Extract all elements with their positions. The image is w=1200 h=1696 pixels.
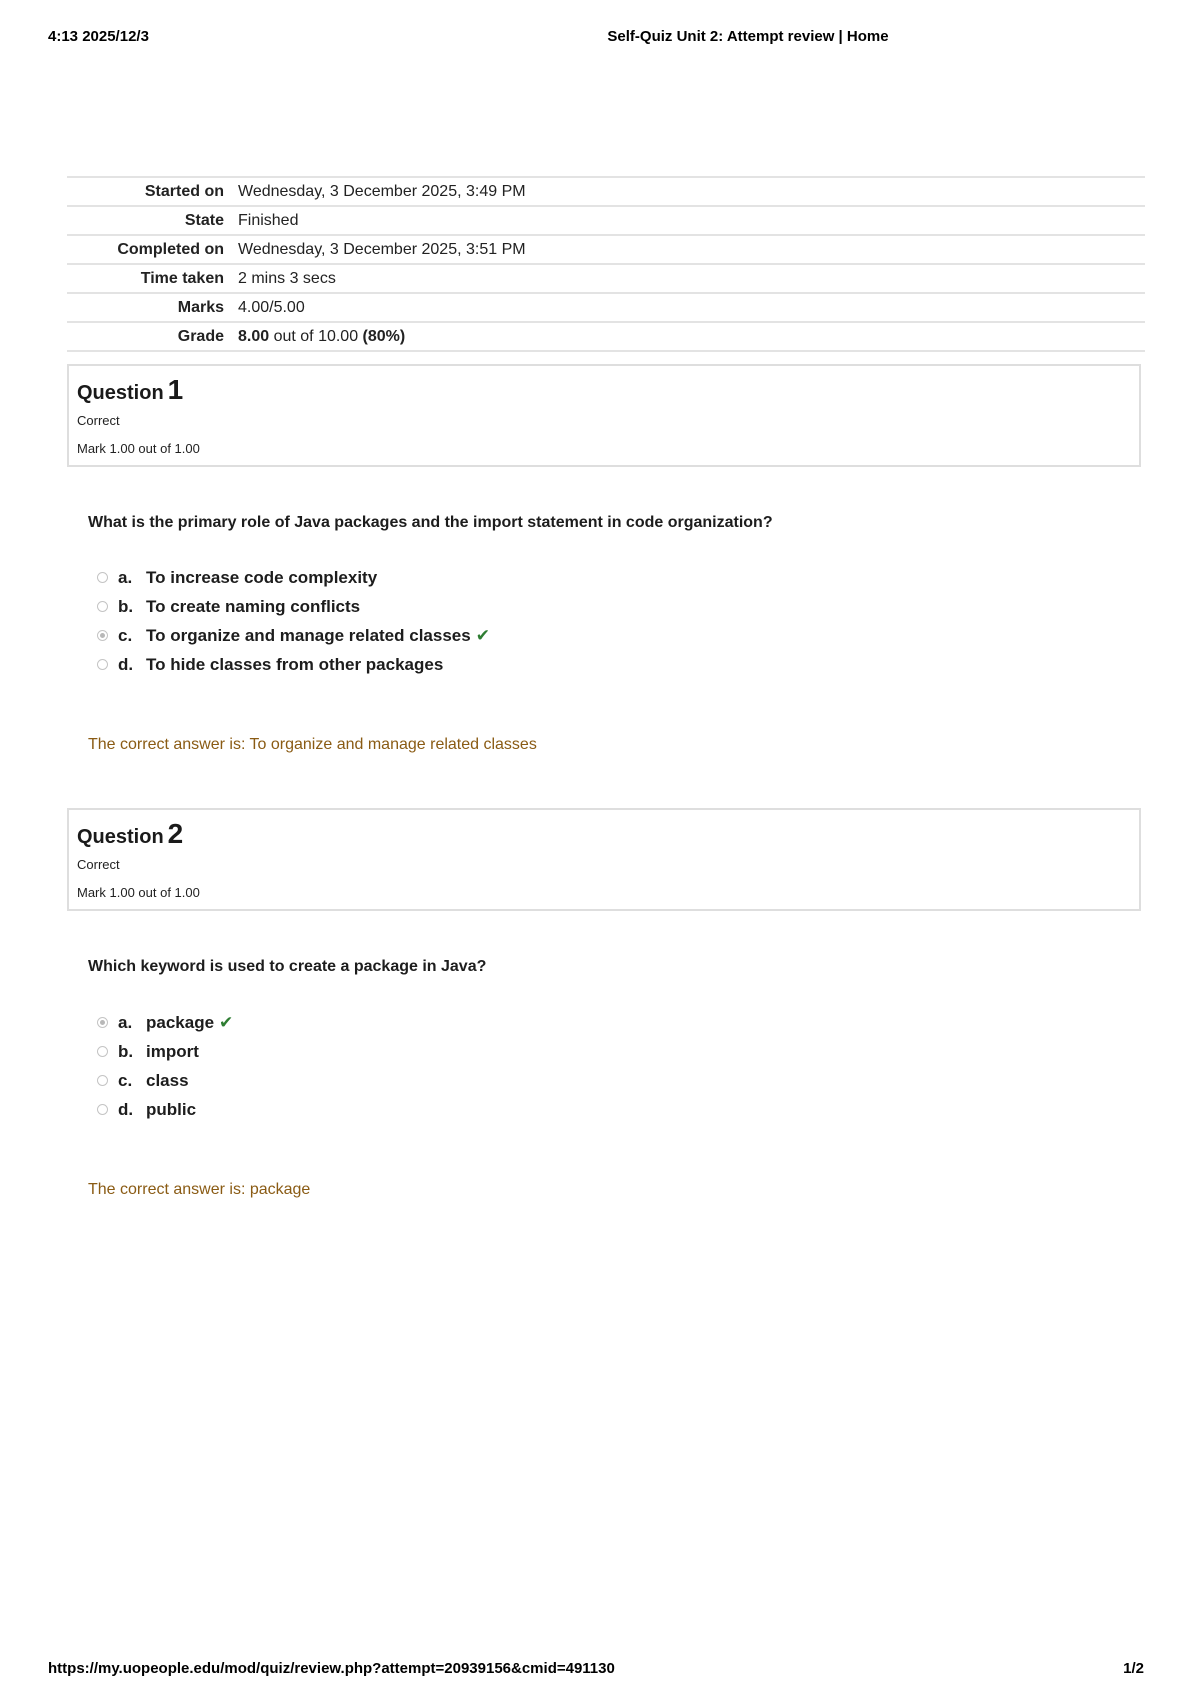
check-icon: ✔ [219, 1012, 234, 1032]
grade-percent: (80%) [362, 327, 406, 345]
question-info-2 [67, 808, 1141, 911]
print-timestamp: 4:13 2025/12/3 [48, 28, 149, 45]
summary-row [67, 235, 1145, 264]
option-text: To create naming conflicts [146, 596, 361, 616]
summary-label: Grade [177, 327, 224, 345]
grade-score: 8.00 [238, 327, 270, 345]
answer-option[interactable] [97, 1008, 797, 1037]
radio-icon[interactable] [97, 1104, 108, 1115]
summary-label: State [184, 211, 224, 229]
summary-label: Marks [177, 298, 224, 316]
option-text: package [146, 1012, 215, 1032]
summary-value: Wednesday, 3 December 2025, 3:51 PM [238, 240, 526, 258]
print-page-title: Self-Quiz Unit 2: Attempt review | Home [607, 28, 889, 45]
grade-value [238, 322, 1145, 351]
option-letter: c. [118, 625, 133, 645]
option-text: public [146, 1099, 197, 1119]
answer-option[interactable] [97, 621, 797, 650]
question-text: Which keyword is used to create a package in Java? [88, 958, 487, 975]
summary-value: Finished [238, 211, 299, 229]
radio-icon[interactable] [97, 1017, 108, 1028]
radio-icon[interactable] [97, 1075, 108, 1086]
radio-icon[interactable] [97, 659, 108, 670]
question-state: Correct [77, 413, 120, 428]
question-number-value: 2 [167, 818, 184, 849]
option-letter: d. [118, 654, 134, 674]
radio-icon[interactable] [97, 1046, 108, 1057]
correct-answer-feedback: The correct answer is: To organize and manage related classes [88, 736, 537, 753]
question-state: Correct [77, 857, 120, 872]
question-number [77, 818, 183, 850]
radio-icon[interactable] [97, 572, 108, 583]
summary-row [67, 264, 1145, 293]
option-letter: c. [118, 1070, 133, 1090]
option-text: To hide classes from other packages [146, 654, 444, 674]
answer-option[interactable] [97, 1066, 797, 1095]
answer-option[interactable] [97, 592, 797, 621]
answer-option[interactable] [97, 1037, 797, 1066]
grade-outof: out of 10.00 [269, 327, 363, 345]
radio-icon[interactable] [97, 601, 108, 612]
summary-row [67, 293, 1145, 322]
option-text: To organize and manage related classes [146, 625, 471, 645]
option-letter: b. [118, 1041, 134, 1061]
question-grade: Mark 1.00 out of 1.00 [77, 885, 200, 900]
question-number-value: 1 [167, 374, 184, 405]
question-grade: Mark 1.00 out of 1.00 [77, 441, 200, 456]
option-letter: d. [118, 1099, 134, 1119]
option-text: import [146, 1041, 199, 1061]
option-letter: a. [118, 1012, 133, 1032]
answer-options [97, 563, 797, 679]
summary-label: Completed on [117, 240, 224, 258]
option-letter: a. [118, 567, 133, 587]
option-text: class [146, 1070, 189, 1090]
summary-row [67, 177, 1145, 206]
question-heading: Question [77, 382, 164, 404]
summary-row [67, 206, 1145, 235]
correct-answer-feedback: The correct answer is: package [88, 1181, 311, 1198]
question-info-1 [67, 364, 1141, 467]
attempt-summary-table [67, 176, 1145, 352]
page-number: 1/2 [1123, 1660, 1144, 1677]
answer-options [97, 1008, 797, 1124]
print-footer [48, 1660, 1152, 1682]
option-text: To increase code complexity [146, 567, 378, 587]
answer-option[interactable] [97, 563, 797, 592]
summary-value: 2 mins 3 secs [238, 269, 336, 287]
page-url: https://my.uopeople.edu/mod/quiz/review.php?attempt=20939156&cmid=491130 [48, 1660, 615, 1677]
question-heading: Question [77, 826, 164, 848]
summary-value: 4.00/5.00 [238, 298, 305, 316]
answer-option[interactable] [97, 650, 797, 679]
summary-row [67, 322, 1145, 351]
question-number [77, 374, 183, 406]
summary-value: Wednesday, 3 December 2025, 3:49 PM [238, 182, 526, 200]
check-icon: ✔ [475, 625, 490, 645]
answer-option[interactable] [97, 1095, 797, 1124]
summary-label: Time taken [140, 269, 224, 287]
radio-icon[interactable] [97, 630, 108, 641]
summary-label: Started on [144, 182, 224, 200]
option-letter: b. [118, 596, 134, 616]
question-text: What is the primary role of Java packages and the import statement in code organization? [88, 514, 773, 531]
print-header [48, 28, 1152, 52]
